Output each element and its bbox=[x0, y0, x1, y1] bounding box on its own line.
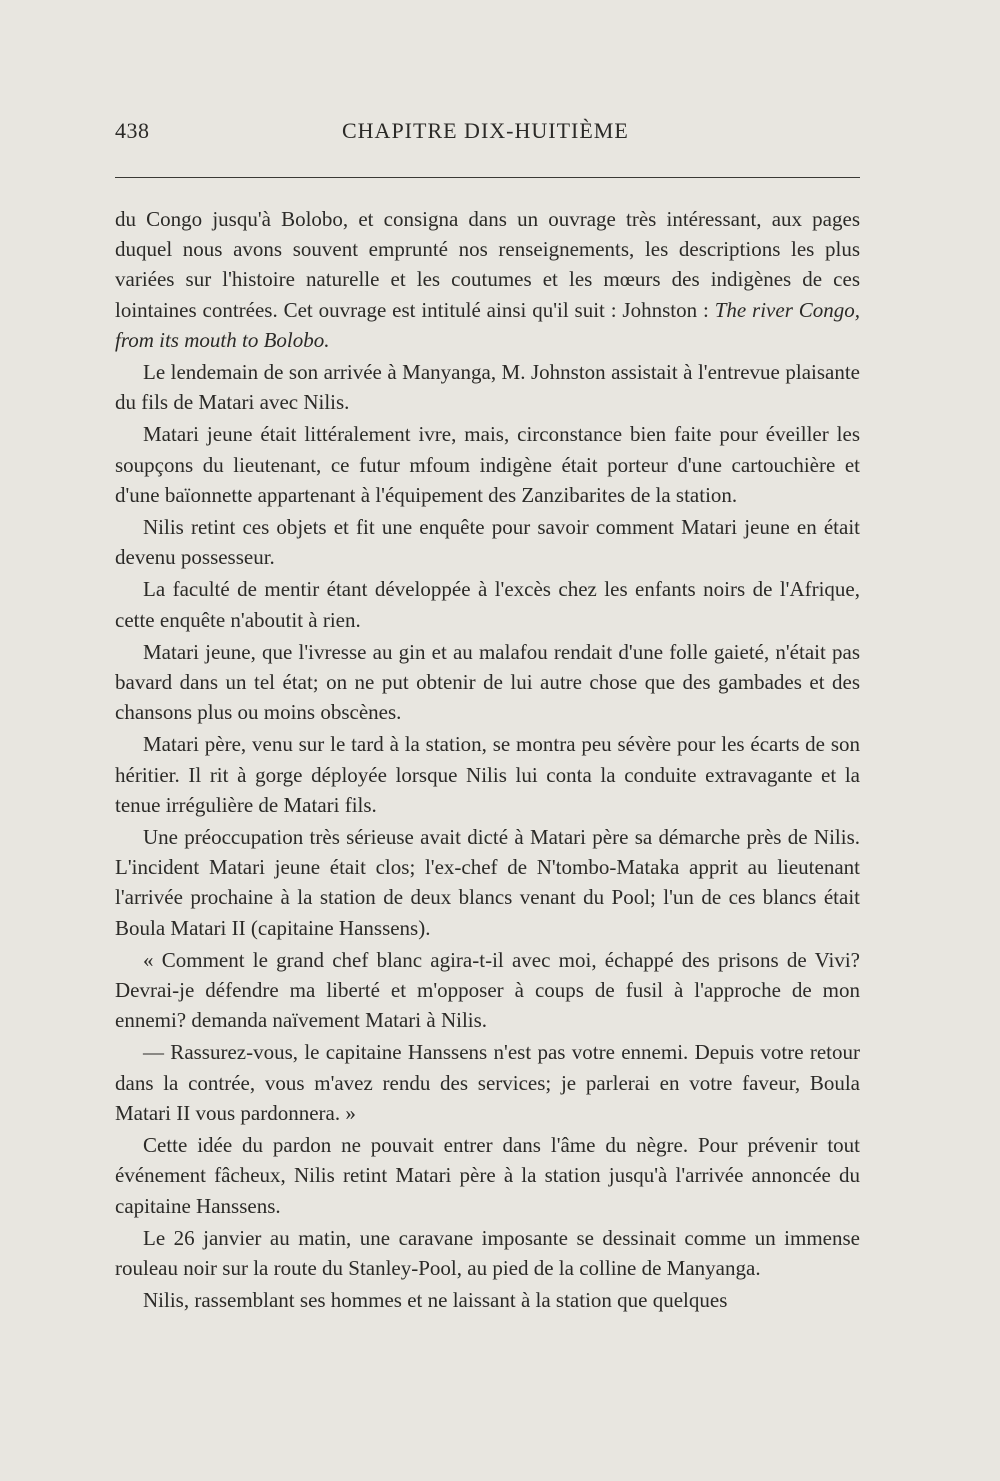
paragraph-12: Le 26 janvier au matin, une caravane imposante se dessinait comme un immense rouleau noir sur la route du Stanley-Pool, au pied de la colline de Manyanga. bbox=[115, 1225, 860, 1280]
paragraph-7: Matari père, venu sur le tard à la station, se montra peu sévère pour les écarts de son héritier. Il rit à gorge déployée lorsque Nilis lui conta la conduite extravagante et la tenue irrégulière de Matari fils. bbox=[115, 732, 860, 817]
paragraph-10: — Rassurez-vous, le capitaine Hanssens n'est pas votre ennemi. Depuis votre retour dans la contrée, vous m'avez rendu des services; je parlerai en votre faveur, Boula Matari II vous pardonnera. » bbox=[115, 1040, 860, 1125]
paragraph-13: Nilis, rassemblant ses hommes et ne laissant à la station que quelques bbox=[143, 1288, 728, 1313]
paragraph-8: Une préoccupation très sérieuse avait dicté à Matari père sa démarche près de Nilis. L'incident Matari jeune était clos; l'ex-chef de N'tombo-Mataka apprit au lieutenant l'arrivée prochaine à la station de deux blancs venant du Pool; l'un de ces blancs était Boula Matari II (capitaine Hanssens). bbox=[115, 825, 860, 940]
paragraph-2: Le lendemain de son arrivée à Manyanga, M. Johnston assistait à l'entrevue plaisante du fils de Matari avec Nilis. bbox=[115, 360, 860, 415]
paragraph-3: Matari jeune était littéralement ivre, mais, circonstance bien faite pour éveiller les soupçons du lieutenant, ce futur mfoum indigène était porteur d'une cartouchière et d'une baïonnette appartenant à l'équipement des Zanzibarites de la station. bbox=[115, 422, 860, 507]
header-rule bbox=[115, 177, 860, 178]
paragraph-5: La faculté de mentir étant développée à l'excès chez les enfants noirs de l'Afrique, cette enquête n'aboutit à rien. bbox=[115, 577, 860, 632]
paragraph-4: Nilis retint ces objets et fit une enquête pour savoir comment Matari jeune en était devenu possesseur. bbox=[115, 515, 860, 570]
page-header bbox=[115, 118, 860, 158]
page-number: 438 bbox=[115, 118, 150, 143]
book-title-italic: The river Congo, from its mouth to Bolobo. bbox=[115, 297, 860, 352]
paragraph-1 bbox=[115, 204, 860, 355]
paragraph-11: Cette idée du pardon ne pouvait entrer dans l'âme du nègre. Pour prévenir tout événement fâcheux, Nilis retint Matari père à la station jusqu'à l'arrivée annoncée du capitaine Hanssens. bbox=[115, 1133, 860, 1218]
body-text bbox=[115, 204, 860, 1317]
paragraph-6: Matari jeune, que l'ivresse au gin et au malafou rendait d'une folle gaieté, n'était pas bavard dans un tel état; on ne put obtenir de lui autre chose que des gambades et des chansons plus ou moins obscènes. bbox=[115, 639, 860, 725]
paragraph-1-text: du Congo jusqu'à Bolobo, et consigna dans un ouvrage très intéressant, aux pages duquel nous avons souvent emprunté nos renseignements, les descriptions les plus variées sur l'histoire naturelle et les coutumes et les mœurs des indigènes de ces lointaines contrées. Cet ouvrage est intitulé ainsi qu'il suit : Johnston : bbox=[115, 207, 860, 322]
paragraph-9: « Comment le grand chef blanc agira-t-il avec moi, échappé des prisons de Vivi? Devrai-je défendre ma liberté et m'opposer à coups de fusil à l'approche de mon ennemi? demanda naïvement Matari à Nilis. bbox=[115, 947, 860, 1033]
running-title: CHAPITRE DIX-HUITIÈME bbox=[342, 118, 629, 143]
